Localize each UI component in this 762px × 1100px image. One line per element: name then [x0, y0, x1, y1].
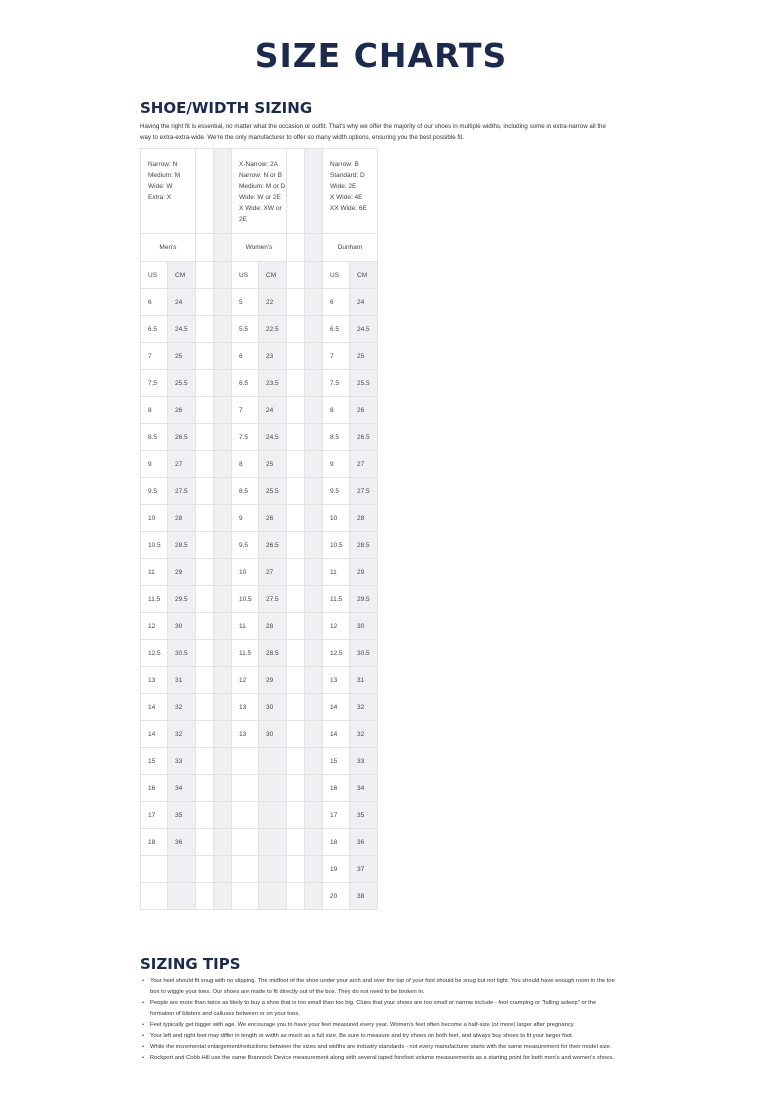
us-size-cell: 11	[141, 559, 168, 586]
cm-size-cell: 38	[350, 883, 378, 910]
intro-paragraph: Having the right fit is essential, no matter what the occasion or outfit. That's why we offer the majority of our shoes in multiple widths, including some in extra-narrow all the way to extra-extra-wide. We're the only manufacturer to offer so many width options, ensuring you the best possible fit.	[140, 123, 606, 141]
cm-size-cell: 30	[350, 613, 378, 640]
cm-size-cell	[168, 856, 196, 883]
us-header: US	[141, 262, 168, 289]
cm-size-cell	[259, 748, 287, 775]
cm-size-cell: 26.5	[259, 532, 287, 559]
cm-size-cell: 32	[350, 721, 378, 748]
us-size-cell: 9	[232, 505, 259, 532]
table-row	[141, 694, 378, 721]
us-size-cell: 9.5	[323, 478, 350, 505]
table-row	[141, 883, 378, 910]
cm-size-cell: 31	[350, 667, 378, 694]
us-size-cell: 16	[323, 775, 350, 802]
cm-size-cell: 29.5	[168, 586, 196, 613]
us-size-cell: 8.5	[232, 478, 259, 505]
cm-size-cell: 30	[168, 613, 196, 640]
list-item: • Rockport and Cobb Hill use the same Brannock Device measurement along with several taped forefoot volume measurements as a starting point for both men's and women's shoes.	[150, 1053, 620, 1064]
us-size-cell: 6	[232, 343, 259, 370]
size-chart-table	[140, 148, 378, 910]
us-size-cell	[141, 883, 168, 910]
us-size-cell: 14	[141, 694, 168, 721]
us-size-cell: 11	[323, 559, 350, 586]
cm-size-cell: 28	[350, 505, 378, 532]
list-item: • Feet typically get bigger with age. We encourage you to have your feet measured every year. Women's feet often become a half-size (or more) larger after pregnancy.	[150, 1020, 620, 1031]
cm-size-cell: 24	[350, 289, 378, 316]
cm-size-cell: 26	[168, 397, 196, 424]
table-row	[141, 613, 378, 640]
list-item: • While the incremental enlargement/reductions between the sizes and widths are industry standards - not every manufacturer starts with the same measurement for their model size.	[150, 1042, 620, 1053]
us-size-cell: 14	[323, 694, 350, 721]
list-item: • Your left and right feet may differ in length or width as much as a full size. Be sure to measure and try shoes on both feet, and always buy shoes to fit your larger foot.	[150, 1031, 620, 1042]
us-size-cell: 6.5	[323, 316, 350, 343]
us-size-cell: 6.5	[141, 316, 168, 343]
cm-size-cell: 37	[350, 856, 378, 883]
table-row	[141, 856, 378, 883]
cm-size-cell: 26	[259, 505, 287, 532]
us-size-cell: 20	[323, 883, 350, 910]
cm-size-cell: 24	[168, 289, 196, 316]
width-option: Medium: M	[148, 172, 181, 179]
cm-size-cell: 27.5	[350, 478, 378, 505]
cm-size-cell: 28	[168, 505, 196, 532]
shoe-width-sizing-heading: SHOE/WIDTH SIZING	[140, 99, 313, 117]
page-title: SIZE CHARTS	[254, 36, 508, 75]
width-option: Narrow: B	[330, 161, 359, 168]
cm-size-cell: 33	[350, 748, 378, 775]
cm-size-cell: 28.5	[168, 532, 196, 559]
us-size-cell: 9.5	[232, 532, 259, 559]
us-size-cell: 10.5	[323, 532, 350, 559]
us-size-cell: 7	[323, 343, 350, 370]
table-row	[141, 316, 378, 343]
us-size-cell: 14	[141, 721, 168, 748]
us-size-cell: 18	[141, 829, 168, 856]
cm-size-cell: 26.5	[168, 424, 196, 451]
us-size-cell: 13	[232, 694, 259, 721]
mens-group-label: Men's	[141, 234, 196, 262]
cm-size-cell: 34	[168, 775, 196, 802]
table-row	[141, 424, 378, 451]
table-row	[141, 505, 378, 532]
cm-size-cell: 27	[259, 559, 287, 586]
cm-size-cell: 33	[168, 748, 196, 775]
table-row	[141, 532, 378, 559]
us-size-cell	[232, 883, 259, 910]
us-size-cell: 11	[232, 613, 259, 640]
width-option: Medium: M or D	[239, 183, 286, 190]
us-size-cell: 10	[141, 505, 168, 532]
us-size-cell: 12	[323, 613, 350, 640]
us-size-cell: 9.5	[141, 478, 168, 505]
cm-size-cell: 24.5	[259, 424, 287, 451]
mens-width-options	[141, 149, 196, 234]
us-size-cell: 17	[323, 802, 350, 829]
us-size-cell: 7.5	[141, 370, 168, 397]
sizing-tips-list	[140, 976, 620, 1064]
cm-size-cell: 36	[168, 829, 196, 856]
list-item: • Your heel should fit snug with no slipping. The midfoot of the shoe under your arch and over the top of your foot should be snug but not tight. You should have enough room in the toe box to wiggle your toes. Our shoes are made to fit directly out of the box. They do not need to be broken in.	[150, 976, 620, 998]
us-size-cell: 12.5	[323, 640, 350, 667]
womens-width-options	[232, 149, 287, 234]
us-size-cell: 6	[141, 289, 168, 316]
table-row	[141, 397, 378, 424]
width-option: X Wide: 4E	[330, 194, 363, 201]
table-row	[141, 289, 378, 316]
us-size-cell: 14	[323, 721, 350, 748]
cm-size-cell: 28.5	[259, 640, 287, 667]
cm-header: CM	[168, 262, 196, 289]
cm-size-cell: 27	[350, 451, 378, 478]
us-size-cell	[232, 829, 259, 856]
cm-size-cell: 30.5	[168, 640, 196, 667]
us-size-cell: 8	[323, 397, 350, 424]
cm-size-cell	[259, 802, 287, 829]
us-size-cell: 5	[232, 289, 259, 316]
us-size-cell: 6.5	[232, 370, 259, 397]
cm-size-cell: 30.5	[350, 640, 378, 667]
cm-size-cell: 22.5	[259, 316, 287, 343]
us-size-cell	[232, 856, 259, 883]
cm-size-cell: 25	[168, 343, 196, 370]
dunham-group-label: Dunham	[323, 234, 378, 262]
cm-size-cell: 29	[350, 559, 378, 586]
width-option: Extra: X	[148, 194, 172, 201]
us-size-cell: 8.5	[141, 424, 168, 451]
cm-size-cell: 25.5	[168, 370, 196, 397]
cm-size-cell: 32	[350, 694, 378, 721]
table-row	[141, 343, 378, 370]
us-size-cell: 8	[141, 397, 168, 424]
cm-size-cell: 25	[259, 451, 287, 478]
width-option: X Wide: XW or 2E	[239, 205, 282, 223]
table-row	[141, 775, 378, 802]
cm-size-cell: 24.5	[168, 316, 196, 343]
cm-size-cell: 27.5	[168, 478, 196, 505]
cm-size-cell	[259, 856, 287, 883]
us-size-cell: 9	[141, 451, 168, 478]
cm-size-cell: 36	[350, 829, 378, 856]
us-size-cell: 6	[323, 289, 350, 316]
column-header-row	[141, 262, 378, 289]
list-item: • People are more than twice as likely to buy a shoe that is too small than too big. Clues that your shoes are too small or narrow include - foot cramping or "falling asleep" or the formation of blisters and calluses between or on your toes.	[150, 998, 620, 1020]
table-row	[141, 586, 378, 613]
table-row	[141, 667, 378, 694]
us-size-cell: 17	[141, 802, 168, 829]
us-size-cell: 11.5	[141, 586, 168, 613]
us-size-cell	[232, 775, 259, 802]
us-header: US	[232, 262, 259, 289]
cm-size-cell: 23.5	[259, 370, 287, 397]
cm-size-cell	[259, 883, 287, 910]
cm-size-cell: 35	[350, 802, 378, 829]
cm-size-cell: 25	[350, 343, 378, 370]
cm-size-cell: 24.5	[350, 316, 378, 343]
width-option: Standard: D	[330, 172, 365, 179]
cm-size-cell: 29	[168, 559, 196, 586]
cm-size-cell: 26.5	[350, 424, 378, 451]
us-size-cell: 15	[141, 748, 168, 775]
us-size-cell: 8	[232, 451, 259, 478]
us-size-cell: 10.5	[141, 532, 168, 559]
dunham-width-options	[323, 149, 378, 234]
width-option: Narrow: N	[148, 161, 178, 168]
us-size-cell: 19	[323, 856, 350, 883]
table-row	[141, 370, 378, 397]
cm-size-cell: 30	[259, 694, 287, 721]
cm-size-cell: 28	[259, 613, 287, 640]
cm-header: CM	[259, 262, 287, 289]
cm-size-cell: 29	[259, 667, 287, 694]
cm-size-cell: 34	[350, 775, 378, 802]
width-option: Wide: 2E	[330, 183, 357, 190]
cm-size-cell: 24	[259, 397, 287, 424]
table-row	[141, 478, 378, 505]
cm-size-cell: 35	[168, 802, 196, 829]
cm-size-cell	[259, 829, 287, 856]
us-size-cell: 16	[141, 775, 168, 802]
table-row	[141, 640, 378, 667]
cm-header: CM	[350, 262, 378, 289]
us-size-cell: 15	[323, 748, 350, 775]
cm-size-cell: 25.5	[350, 370, 378, 397]
cm-size-cell: 26	[350, 397, 378, 424]
width-option: XX Wide: 6E	[330, 205, 367, 212]
us-size-cell: 18	[323, 829, 350, 856]
us-size-cell	[232, 802, 259, 829]
us-size-cell: 10	[232, 559, 259, 586]
us-size-cell: 10	[323, 505, 350, 532]
table-row	[141, 721, 378, 748]
us-header: US	[323, 262, 350, 289]
width-options-row	[141, 149, 378, 234]
us-size-cell: 7	[141, 343, 168, 370]
width-option: Wide: W or 2E	[239, 194, 281, 201]
cm-size-cell: 32	[168, 721, 196, 748]
us-size-cell: 12.5	[141, 640, 168, 667]
us-size-cell: 8.5	[323, 424, 350, 451]
us-size-cell: 12	[232, 667, 259, 694]
group-names-row	[141, 234, 378, 262]
table-row	[141, 748, 378, 775]
cm-size-cell: 28.5	[350, 532, 378, 559]
width-option: Narrow: N or B	[239, 172, 282, 179]
cm-size-cell: 27.5	[259, 586, 287, 613]
us-size-cell	[232, 748, 259, 775]
us-size-cell: 11.5	[232, 640, 259, 667]
us-size-cell: 7.5	[232, 424, 259, 451]
table-row	[141, 451, 378, 478]
cm-size-cell: 25.5	[259, 478, 287, 505]
cm-size-cell: 31	[168, 667, 196, 694]
us-size-cell: 5.5	[232, 316, 259, 343]
us-size-cell: 13	[232, 721, 259, 748]
cm-size-cell	[259, 775, 287, 802]
table-row	[141, 829, 378, 856]
width-option: Wide: W	[148, 183, 173, 190]
us-size-cell: 13	[141, 667, 168, 694]
cm-size-cell: 30	[259, 721, 287, 748]
womens-group-label: Women's	[232, 234, 287, 262]
cm-size-cell: 32	[168, 694, 196, 721]
width-option: X-Narrow: 2A	[239, 161, 279, 168]
cm-size-cell: 27	[168, 451, 196, 478]
us-size-cell: 11.5	[323, 586, 350, 613]
sizing-tips-heading: SIZING TIPS	[140, 955, 241, 973]
us-size-cell	[141, 856, 168, 883]
cm-size-cell: 29.5	[350, 586, 378, 613]
table-row	[141, 559, 378, 586]
cm-size-cell	[168, 883, 196, 910]
cm-size-cell: 23	[259, 343, 287, 370]
us-size-cell: 10.5	[232, 586, 259, 613]
us-size-cell: 7.5	[323, 370, 350, 397]
us-size-cell: 7	[232, 397, 259, 424]
us-size-cell: 13	[323, 667, 350, 694]
cm-size-cell: 22	[259, 289, 287, 316]
us-size-cell: 9	[323, 451, 350, 478]
table-row	[141, 802, 378, 829]
us-size-cell: 12	[141, 613, 168, 640]
